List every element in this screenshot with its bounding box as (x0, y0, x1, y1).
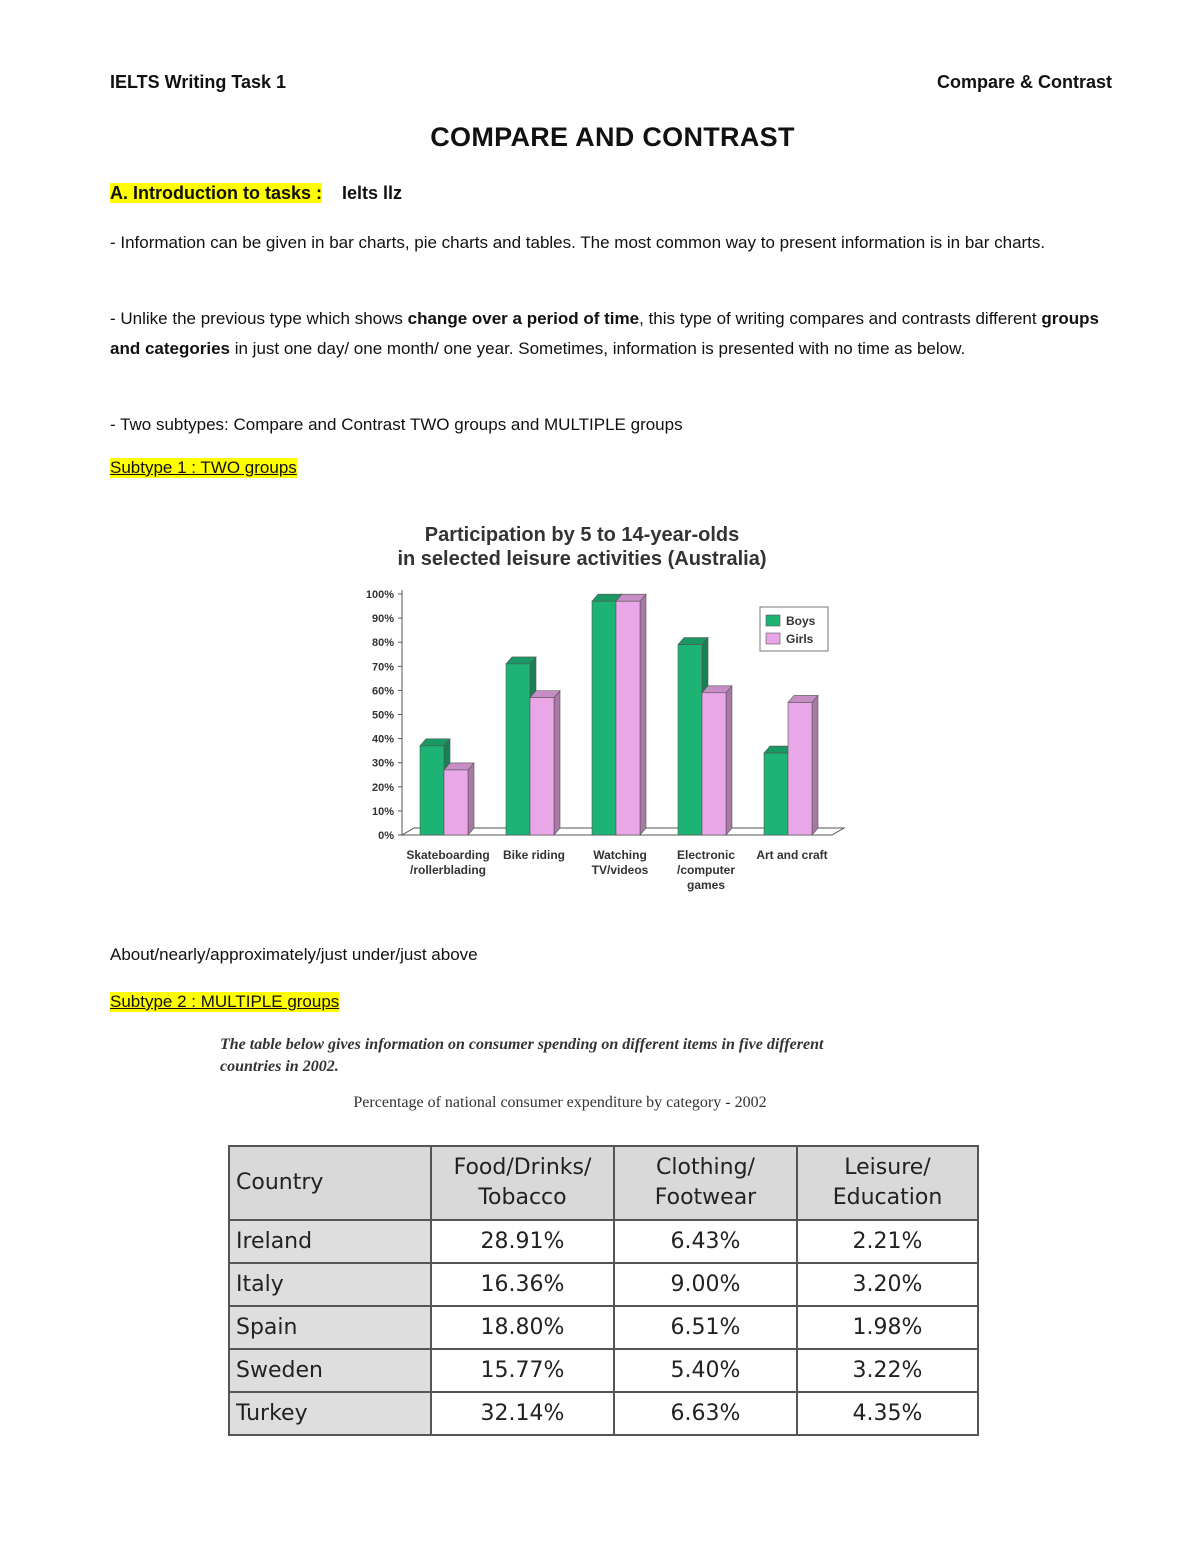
bar-chart (330, 515, 850, 915)
header-clothing (614, 1146, 797, 1220)
cell-country: Sweden (229, 1349, 431, 1392)
table-row (229, 1263, 978, 1306)
category-label: /rollerblading (409, 863, 487, 877)
table-header-row (229, 1146, 978, 1220)
paragraph-2-bold-a: change over a period of time (407, 309, 640, 328)
y-tick-label: 20% (371, 781, 394, 794)
cell-leisure: 3.22% (797, 1349, 978, 1392)
cell-food: 16.36% (431, 1263, 614, 1306)
cell-leisure: 4.35% (797, 1392, 978, 1435)
header-country-label: Country (236, 1170, 324, 1195)
cell-country: Turkey (229, 1392, 431, 1435)
chart-title-line-2: in selected leisure activities (Australia) (397, 548, 767, 570)
bar-boys (764, 753, 788, 835)
header-food-line-2: Tobacco (478, 1185, 567, 1210)
chart-category-labels (406, 848, 827, 892)
header-leisure-line-1: Leisure/ (844, 1155, 931, 1180)
paragraph-2-bold-b: groups and categories (110, 309, 1099, 358)
cell-clothing: 6.51% (614, 1306, 797, 1349)
y-tick-label: 70% (371, 661, 394, 674)
cell-food: 32.14% (431, 1392, 614, 1435)
bar-boys (420, 746, 444, 835)
cell-clothing: 6.63% (614, 1392, 797, 1435)
bar-side-girls (726, 686, 732, 835)
y-tick-label: 90% (371, 613, 394, 626)
category-label: Skateboarding (406, 848, 490, 862)
expenditure-table (228, 1145, 979, 1436)
legend-swatch-boys (766, 615, 780, 626)
note-text: About/nearly/approximately/just under/just above (110, 945, 478, 964)
subtype-1-heading: Subtype 1 : TWO groups (110, 458, 297, 477)
cell-country: Ireland (229, 1220, 431, 1263)
paragraph-3: - Two subtypes: Compare and Contrast TWO groups and MULTIPLE groups (110, 415, 683, 434)
cell-food: 18.80% (431, 1306, 614, 1349)
paragraph-2-part-c: , this type of writing compares and contrasts different (639, 309, 1042, 328)
category-label: Watching (593, 848, 647, 862)
table-intro: The table below gives information on consumer spending on different items in five different countries in 2002. (220, 1036, 824, 1075)
category-label: /computer (676, 863, 736, 877)
page-title: COMPARE AND CONTRAST (430, 122, 795, 152)
paragraph-2-part-a: - Unlike the previous type which shows (110, 309, 408, 328)
header-clothing-line-1: Clothing/ (656, 1155, 755, 1180)
cell-clothing: 9.00% (614, 1263, 797, 1306)
legend-label-boys: Boys (786, 614, 816, 628)
cell-leisure: 2.21% (797, 1220, 978, 1263)
paragraph-1: - Information can be given in bar charts, pie charts and tables. The most common way to present information is in bar charts. (110, 233, 1046, 252)
bar-girls (444, 770, 468, 835)
bar-boys (592, 601, 616, 835)
bar-side-girls (812, 695, 818, 835)
cell-clothing: 5.40% (614, 1349, 797, 1392)
header-food (431, 1146, 614, 1220)
category-label: TV/videos (591, 863, 649, 877)
table-row (229, 1306, 978, 1349)
bar-boys (506, 664, 530, 835)
chart-legend (760, 607, 828, 651)
cell-country: Italy (229, 1263, 431, 1306)
cell-food: 15.77% (431, 1349, 614, 1392)
table-row (229, 1349, 978, 1392)
y-tick-label: 50% (371, 709, 394, 722)
legend-swatch-girls (766, 633, 780, 644)
bar-side-girls (554, 691, 560, 835)
y-tick-label: 100% (365, 589, 394, 601)
table-row (229, 1392, 978, 1435)
header-clothing-line-2: Footwear (654, 1185, 757, 1210)
y-tick-label: 0% (378, 830, 394, 842)
table-caption: Percentage of national consumer expenditure by category - 2002 (353, 1094, 767, 1111)
category-label: Electronic (676, 848, 736, 862)
subtype-2-heading: Subtype 2 : MULTIPLE groups (110, 992, 340, 1011)
cell-clothing: 6.43% (614, 1220, 797, 1263)
cell-food: 28.91% (431, 1220, 614, 1263)
bar-girls (702, 693, 726, 835)
section-a-heading (110, 183, 402, 204)
category-label: games (686, 878, 726, 892)
chart-bars (420, 594, 818, 835)
section-a-tag: Ielts llz (342, 183, 403, 203)
bar-side-girls (468, 763, 474, 835)
table-row (229, 1220, 978, 1263)
cell-leisure: 1.98% (797, 1306, 978, 1349)
y-tick-label: 60% (371, 685, 394, 698)
bar-girls (788, 702, 812, 835)
cell-leisure: 3.20% (797, 1263, 978, 1306)
y-tick-label: 10% (371, 805, 394, 818)
cell-country: Spain (229, 1306, 431, 1349)
y-tick-label: 80% (371, 637, 394, 650)
paragraph-2 (110, 304, 1110, 364)
header-leisure-line-2: Education (832, 1185, 943, 1210)
y-tick-label: 40% (371, 733, 394, 746)
bar-boys (678, 645, 702, 835)
bar-girls (616, 601, 640, 835)
header-left: IELTS Writing Task 1 (110, 72, 287, 92)
bar-girls (530, 698, 554, 835)
bar-side-girls (640, 594, 646, 835)
header-leisure (797, 1146, 978, 1220)
header-country (229, 1146, 431, 1220)
legend-label-girls: Girls (786, 632, 814, 646)
category-label: Art and craft (756, 848, 828, 862)
section-a-label: A. Introduction to tasks : (110, 183, 323, 203)
header-right: Compare & Contrast (936, 72, 1112, 92)
header-food-line-1: Food/Drinks/ (453, 1155, 592, 1180)
y-tick-label: 30% (371, 757, 394, 770)
category-label: Bike riding (502, 848, 566, 862)
paragraph-2-part-e: in just one day/ one month/ one year. Sometimes, information is presented with no time as below. (230, 339, 966, 358)
chart-title-line-1: Participation by 5 to 14-year-olds (424, 524, 740, 546)
